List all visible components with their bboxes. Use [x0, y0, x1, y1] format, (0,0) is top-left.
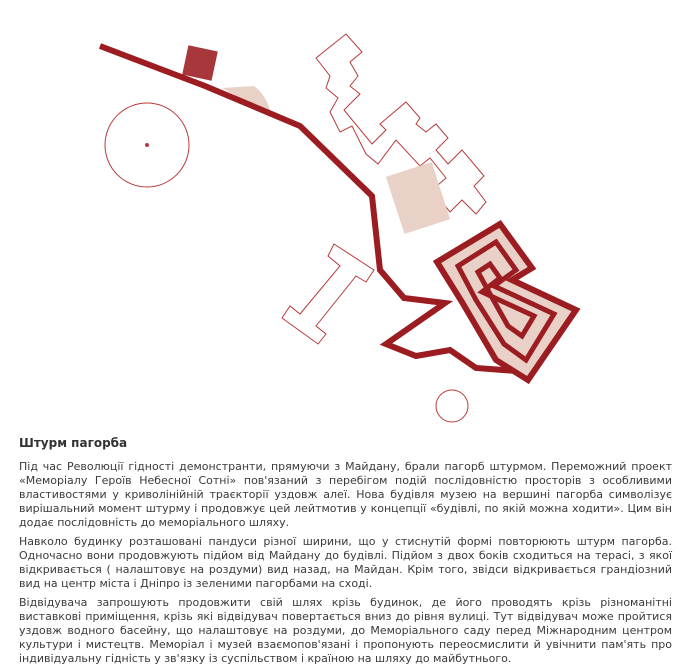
plan-red-square [182, 45, 218, 81]
plan-pink-rectangle [386, 162, 450, 234]
article-paragraph-1: Під час Революції гідності демонстранти, прямуючи з Майдану, брали пагорб штурмом. Переможний проект «Меморіалу Героїв Небесної Сотні» пов'язаний з перебігом подій послідовністю просторів з особливими властивостями у криволінійній траєкторії уздовж алеї. Нова будівля музею на вершині пагорба символізує вирішальний момент штурму і продовжує цей лейтмотив у концепції «будівлі, по якій можна ходити». Цим він додає послідовність до меморіального шляху. [19, 460, 672, 529]
article-heading: Штурм пагорба [19, 436, 128, 450]
plan-i-block [282, 244, 374, 344]
plan-small-circle [436, 390, 468, 422]
plan-memorial-path [100, 46, 530, 372]
plan-circle-center [145, 143, 149, 147]
article [19, 436, 672, 671]
article-paragraph-2: Навколо будинку розташовані пандуси різної ширини, що у стиснутій формі повторюють штурм пагорба. Одночасно вони продовжують підйом від Майдану до будівлі. Підйом з двох боків сходиться на терасі, з якої відкривається ( налаштовує на роздуми) вид назад, на Майдан. Крім того, звідси відкривається грандіозний вид на центр міста і Дніпро із зеленими пагорбами на сході. [19, 535, 672, 590]
article-paragraph-3: Відвідувача запрошують продовжити свій шлях крізь будинок, де його проводять крізь різноманітні виставкові приміщення, крізь які відвідувач повертається вниз до рівня вулиці. Тут відвідувач може пройтися уздовж водного басейну, що налаштовує на роздуми, до Меморіального саду перед Міжнародним центром культури і мистецтв. Меморіал і музей взаємопов'язані і пропонують переосмислити й увічнити пам'ять про індивідуальну гідність у зв'язку із суспільством і країною на шляху до майбутнього. [19, 596, 672, 665]
